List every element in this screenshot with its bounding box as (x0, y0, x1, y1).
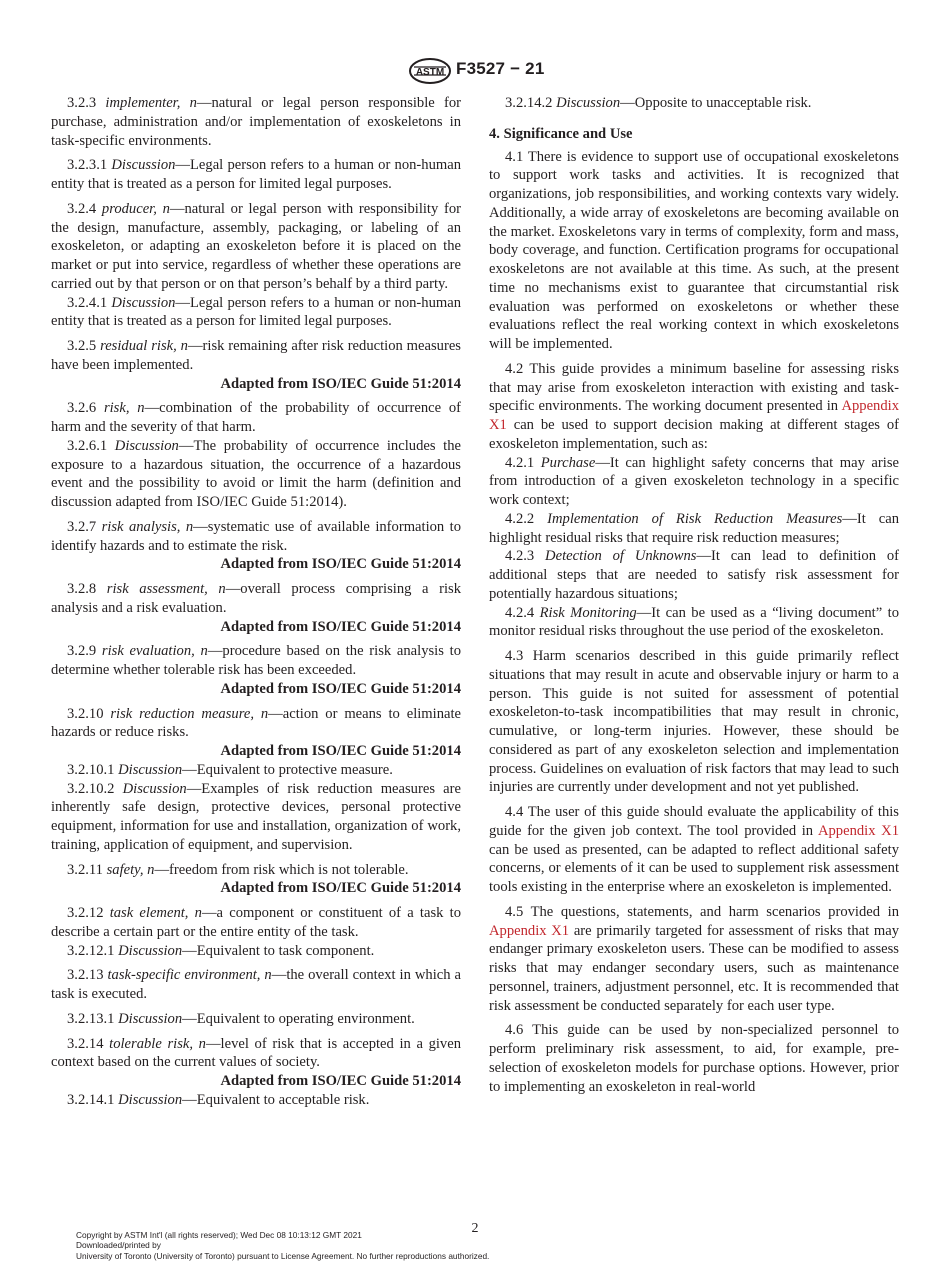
definition-3-2-4: 3.2.4 producer, n—natural or legal person with responsibility for the design, manufacture, assembly, packaging, or labeling of an exoskeleton, or adapting an exoskeleton before it is placed on the market or put into service, regardless of whether these operations are carried out by that person or on that person’s behalf by a third party. (51, 200, 461, 292)
paragraph-4-2-4: 4.2.4 Risk Monitoring—It can be used as a “living document” to monitor residual risks throughout the use period of the exoskeleton. (489, 604, 899, 640)
appendix-x1-link[interactable]: Appendix X1 (489, 398, 899, 433)
section-heading: 4. Significance and Use (489, 125, 633, 142)
discussion-3-2-14-1: 3.2.14.1 Discussion—Equivalent to acceptable risk. (67, 1091, 370, 1108)
discussion-3-2-14-2: 3.2.14.2 Discussion—Opposite to unacceptable risk. (505, 95, 812, 111)
paragraph-4-2-3: 4.2.3 Detection of Unknowns—It can lead to definition of additional steps that are needed to satisfy risk assessment for potentially hazardous situations; (489, 548, 900, 602)
adapted-from-note: Adapted from ISO/IEC Guide 51:2014 (220, 618, 461, 635)
paragraph-4-4: 4.4 The user of this guide should evaluate the applicability of this guide for the given job context. The tool provided in Appendix X1 can be used as presented, can be adapted to reflect additional safety concerns, or elements of it can be used to supplement risk assessment tools existing in the enterprise where an exoskeleton is implemented. (489, 804, 899, 895)
adapted-from-note: Adapted from ISO/IEC Guide 51:2014 (220, 743, 461, 759)
discussion-3-2-4-1: 3.2.4.1 Discussion—Legal person refers to a human or non-human entity that is treated as a person for limited legal purposes. (51, 294, 461, 330)
adapted-from-note: Adapted from ISO/IEC Guide 51:2014 (220, 880, 461, 897)
discussion-3-2-10-2: 3.2.10.2 Discussion—Examples of risk reduction measures are inherently safe design, protective devices, personal protective equipment, information for use and installation, organization of work, training, application of equipment, and supervision. (51, 780, 461, 853)
astm-logo-icon (408, 58, 452, 84)
definition-3-2-12: 3.2.12 task element, n—a component or constituent of a task to describe a certain part or the entire entity of the task. (51, 905, 461, 940)
appendix-x1-link[interactable]: Appendix X1 (817, 822, 899, 839)
adapted-from-note: Adapted from ISO/IEC Guide 51:2014 (220, 1073, 461, 1089)
discussion-3-2-12-1: 3.2.12.1 Discussion—Equivalent to task component. (67, 942, 375, 959)
discussion-3-2-10-1: 3.2.10.1 Discussion—Equivalent to protective measure. (67, 761, 393, 778)
footer-line: Downloaded/printed by (76, 1240, 161, 1251)
definition-3-2-7: 3.2.7 risk analysis, n—systematic use of available information to identify hazards and to estimate the risk. (51, 518, 462, 554)
page-header (0, 58, 950, 84)
definition-3-2-10: 3.2.10 risk reduction measure, n—action or means to eliminate hazards or reduce risks. (51, 705, 462, 741)
right-column (489, 94, 899, 1096)
copyright-footer (76, 1230, 489, 1261)
footer-line: Copyright by ASTM Int'l (all rights reserved); Wed Dec 08 10:13:12 GMT 2021 (76, 1230, 362, 1240)
paragraph-4-2: 4.2 This guide provides a minimum baseline for assessing risks that may arise from exoskeleton interaction with existing and task-specific environments. The working document presented in Appendix X1 can be used to support decision making at different stages of exoskeleton implementation, such as: (489, 360, 899, 452)
definition-3-2-5: 3.2.5 residual risk, n—risk remaining after risk reduction measures have been implemented. (51, 338, 461, 373)
discussion-3-2-13-1: 3.2.13.1 Discussion—Equivalent to operating environment. (67, 1010, 415, 1027)
paragraph-4-2-1: 4.2.1 Purchase—It can highlight safety concerns that may arise from introduction of a given exoskeleton technology in a specific work context; (489, 454, 899, 508)
svg-text:ASTM: ASTM (415, 67, 445, 78)
page-number: 2 (471, 1221, 479, 1236)
paragraph-4-6: 4.6 This guide can be used by non-specialized personnel to perform preliminary risk assessment, to aid, for example, pre-selection of exoskeleton models for purchase options. However, prior to implementing an exoskeleton in real-world (489, 1022, 899, 1095)
definition-3-2-14: 3.2.14 tolerable risk, n—level of risk that is accepted in a given context based on the current values of society. (51, 1035, 461, 1071)
document-id: F3527 − 21 (456, 59, 545, 78)
paragraph-4-2-2: 4.2.2 Implementation of Risk Reduction Measures—It can highlight residual risks that require risk reduction measures; (489, 510, 899, 546)
paragraph-4-3: 4.3 Harm scenarios described in this guide primarily reflect situations that may result in acute and observable injury or harm to a person. This guide is not suited for assessment of potential exoskeleton-to-task incompatibilities that may result in chronic, cumulative, or long-term injuries. However, these should be considered as part of any exoskeleton selection and implementation process. Guidelines on evaluation of risk factors that may lead to such injuries are currently under development and not yet published. (489, 648, 899, 796)
left-column (51, 94, 461, 1110)
footer-line: University of Toronto (University of Toronto) pursuant to License Agreement. No further reproductions authorized. (76, 1250, 490, 1261)
discussion-3-2-3-1: 3.2.3.1 Discussion—Legal person refers to a human or non-human entity that is treated as a person for limited legal purposes. (51, 157, 461, 192)
definition-3-2-8: 3.2.8 risk assessment, n—overall process comprising a risk analysis and a risk evaluation. (51, 581, 461, 616)
definition-3-2-9: 3.2.9 risk evaluation, n—procedure based on the risk analysis to determine whether tolerable risk has been exceeded. (51, 643, 461, 678)
definition-3-2-13: 3.2.13 task-specific environment, n—the overall context in which a task is executed. (51, 967, 461, 1002)
paragraph-4-5: 4.5 The questions, statements, and harm scenarios provided in Appendix X1 are primarily targeted for assessment of risks that may endanger primary exoskeleton users. These can be modified to assess risks that may endanger secondary users, such as maintenance personnel, trainers, adjustment personnel, etc. It is recommended that risk assessment be conducted separately for each user type. (489, 903, 899, 1014)
adapted-from-note: Adapted from ISO/IEC Guide 51:2014 (220, 375, 461, 392)
definition-3-2-11: 3.2.11 safety, n—freedom from risk which is not tolerable. (67, 861, 409, 878)
appendix-x1-link[interactable]: Appendix X1 (489, 922, 570, 939)
discussion-3-2-6-1: 3.2.6.1 Discussion—The probability of occurrence includes the exposure to a hazardous situation, the occurrence of a hazardous event and the possibility to avoid or limit the harm (definition and discussion adapted from ISO/IEC Guide 51:2014). (51, 437, 461, 510)
paragraph-4-1: 4.1 There is evidence to support use of occupational exoskeletons to support work tasks and activities. It is recognized that organizations, job responsibilities, and working contexts vary widely. Additionally, a wide array of exoskeletons are becoming available on the market. Exoskeletons vary in terms of complexity, form and mass, body coverage, and function. Certification programs for occupational exoskeletons are not available at this time. As such, at the present time no mechanisms exist to guarantee that circumstantial risk evaluation was performed on exoskeletons or whether these evaluations reflect the real working context in which exoskeletons will be implemented. (489, 148, 899, 352)
definition-3-2-6: 3.2.6 risk, n—combination of the probability of occurrence of harm and the severity of that harm. (51, 400, 462, 435)
adapted-from-note: Adapted from ISO/IEC Guide 51:2014 (220, 556, 461, 573)
adapted-from-note: Adapted from ISO/IEC Guide 51:2014 (220, 680, 461, 697)
definition-3-2-3: 3.2.3 implementer, n—natural or legal person responsible for purchase, administration and/or implementation of exoskeletons in task-specific environments. (51, 95, 461, 149)
